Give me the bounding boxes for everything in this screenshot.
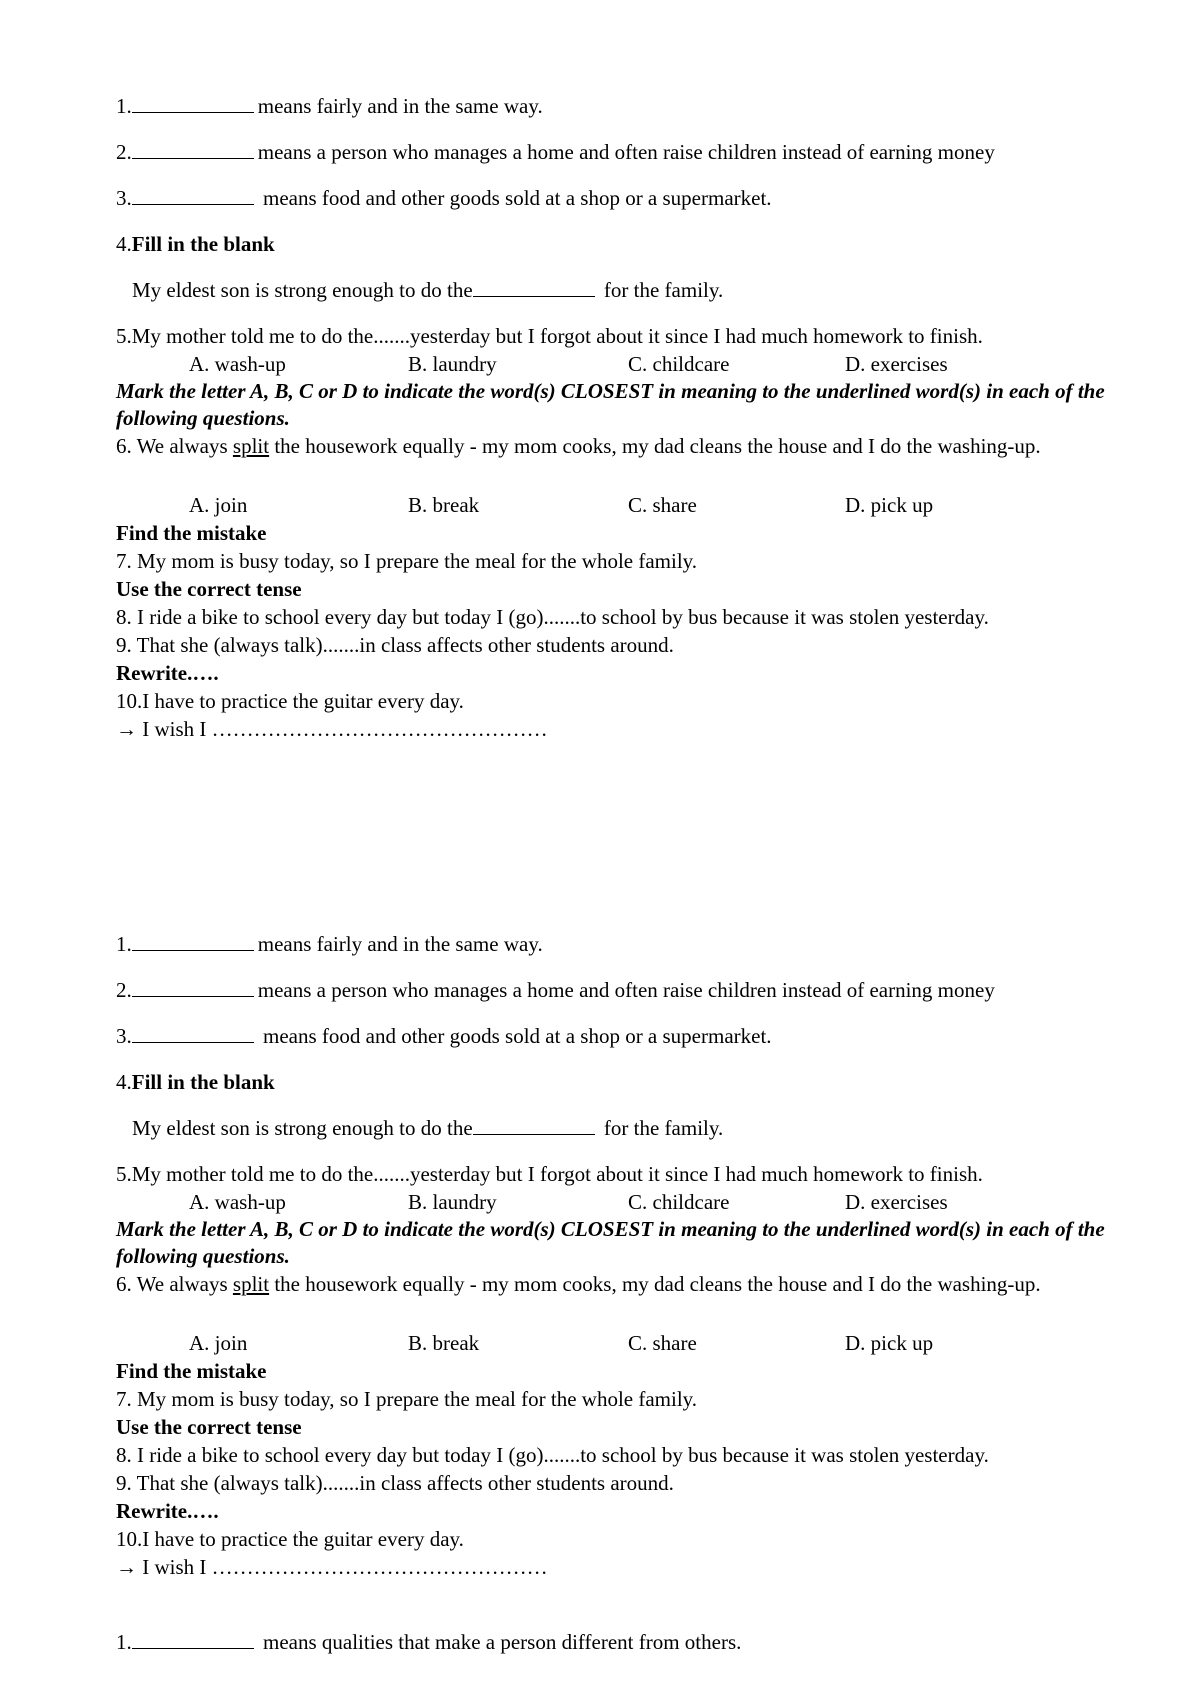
question-number: 3. [116,1024,132,1048]
question-1 [116,932,543,956]
question-number: 3. [116,186,132,210]
sentence-start: 6. We always [116,434,233,458]
question-8: 8. I ride a bike to school every day but today I (go).......to school by bus because it was stolen yesterday. [116,1443,989,1467]
answer-blank [132,934,254,951]
option-c: C. childcare [628,352,730,376]
question-text: means qualities that make a person different from others. [257,1630,742,1654]
question-10-answer: → I wish I ………………………………………… [116,717,548,741]
option-c: C. childcare [628,1190,730,1214]
answer-blank [132,142,254,159]
question-text: means food and other goods sold at a shop or a supermarket. [257,186,772,210]
question-number: 4. [116,232,132,256]
question-number: 1. [116,932,132,956]
question-3 [116,1024,772,1048]
question-2 [116,140,995,164]
question-text: means a person who manages a home and often raise children instead of earning money [257,140,995,164]
question-1 [116,94,543,118]
question-10: 10.I have to practice the guitar every day. [116,1527,464,1551]
question-text: means a person who manages a home and often raise children instead of earning money [257,978,995,1002]
option-a: A. wash-up [189,352,286,376]
option-a: A. join [189,493,248,517]
rewrite-heading: Rewrite.…. [116,661,219,685]
final-question-1 [116,1630,741,1654]
answer-blank [473,1118,595,1135]
question-number: 4. [116,1070,132,1094]
sentence-end: the housework equally - my mom cooks, my dad cleans the house and I do the washing-up. [269,434,1041,458]
question-7: 7. My mom is busy today, so I prepare the meal for the whole family. [116,1387,698,1411]
option-c: C. share [628,1331,697,1355]
option-a: A. wash-up [189,1190,286,1214]
rewrite-heading: Rewrite.…. [116,1499,219,1523]
underlined-word: split [232,1272,270,1296]
option-c: C. share [628,493,697,517]
instruction-text: Mark the letter A, B, C or D to indicate the word(s) CLOSEST in meaning to the underlined word(s) in each of the following questions. [116,379,1105,430]
answer-blank [132,1026,254,1043]
question-number: 1. [116,94,132,118]
correct-tense-heading: Use the correct tense [116,577,302,601]
option-b: B. laundry [408,1190,497,1214]
question-4-sentence [116,1116,723,1140]
option-d: D. pick up [845,1331,934,1355]
answer-blank [473,280,595,297]
question-8: 8. I ride a bike to school every day but today I (go).......to school by bus because it was stolen yesterday. [116,605,989,629]
option-d: D. pick up [845,493,934,517]
sentence-start: My eldest son is strong enough to do the [132,1116,473,1140]
question-4-heading [116,232,275,256]
option-b: B. laundry [408,352,497,376]
section-heading: Fill in the blank [131,232,275,256]
answer-blank [132,1632,254,1649]
question-text: means food and other goods sold at a shop or a supermarket. [257,1024,772,1048]
sentence-end: the housework equally - my mom cooks, my dad cleans the house and I do the washing-up. [269,1272,1041,1296]
question-9: 9. That she (always talk).......in class affects other students around. [116,633,674,657]
answer-blank [132,96,254,113]
option-a: A. join [189,1331,248,1355]
question-number: 1. [116,1630,132,1654]
answer-blank [132,980,254,997]
question-number: 2. [116,140,132,164]
question-text: means fairly and in the same way. [257,94,543,118]
find-mistake-heading: Find the mistake [116,521,267,545]
question-3 [116,186,772,210]
underlined-word: split [232,434,270,458]
question-number: 2. [116,978,132,1002]
sentence-start: My eldest son is strong enough to do the [132,278,473,302]
question-4-heading [116,1070,275,1094]
question-6 [116,433,1116,460]
sentence-start: 6. We always [116,1272,233,1296]
question-10-answer: → I wish I ………………………………………… [116,1555,548,1579]
instruction-text: Mark the letter A, B, C or D to indicate the word(s) CLOSEST in meaning to the underlined word(s) in each of the following questions. [116,1217,1105,1268]
answer-blank [132,188,254,205]
option-d: D. exercises [845,1190,948,1214]
option-b: B. break [408,1331,480,1355]
find-mistake-heading: Find the mistake [116,1359,267,1383]
question-5: 5.My mother told me to do the.......yesterday but I forgot about it since I had much homework to finish. [116,324,983,348]
question-7: 7. My mom is busy today, so I prepare the meal for the whole family. [116,549,698,573]
option-d: D. exercises [845,352,948,376]
question-2 [116,978,995,1002]
correct-tense-heading: Use the correct tense [116,1415,302,1439]
section-heading: Fill in the blank [131,1070,275,1094]
question-5: 5.My mother told me to do the.......yesterday but I forgot about it since I had much homework to finish. [116,1162,983,1186]
question-10: 10.I have to practice the guitar every day. [116,689,464,713]
sentence-end: for the family. [598,1116,724,1140]
question-9: 9. That she (always talk).......in class affects other students around. [116,1471,674,1495]
option-b: B. break [408,493,480,517]
question-text: means fairly and in the same way. [257,932,543,956]
question-6 [116,1271,1116,1298]
question-4-sentence [116,278,723,302]
sentence-end: for the family. [598,278,724,302]
